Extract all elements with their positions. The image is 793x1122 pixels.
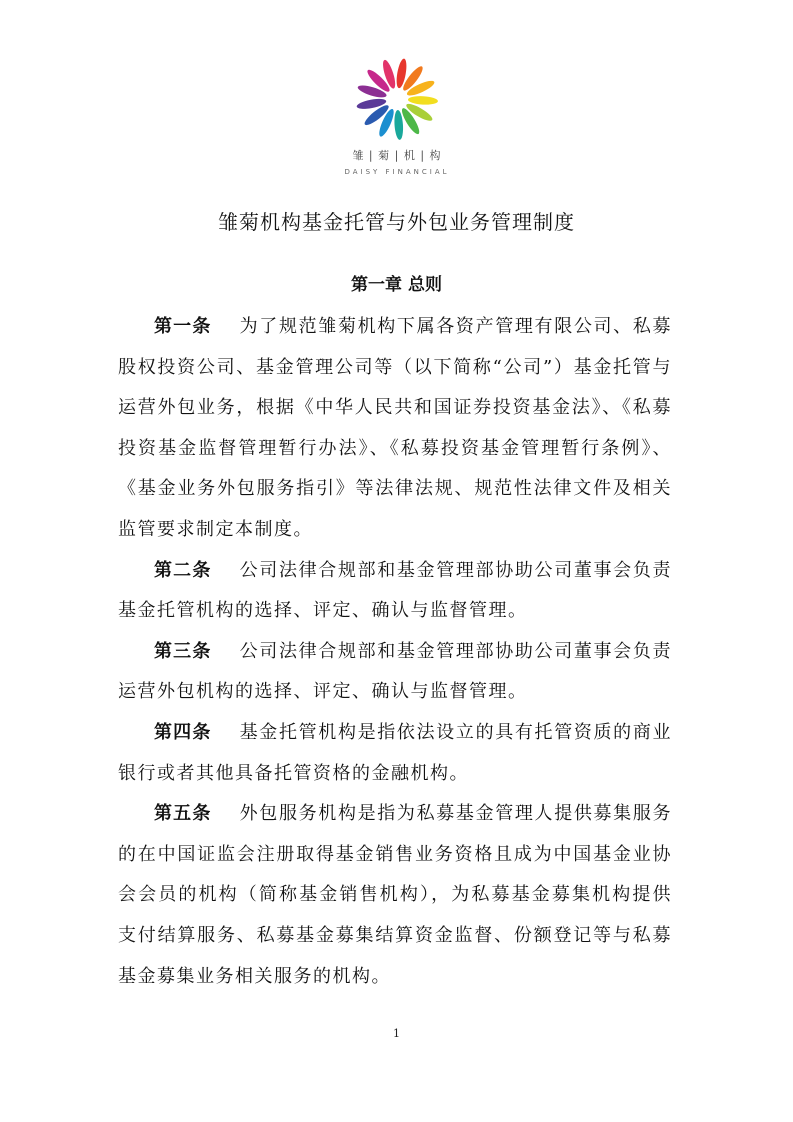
page-number: 1 <box>393 1027 400 1040</box>
article <box>118 551 672 632</box>
article <box>118 794 672 997</box>
article-text: 基金托管机构是指依法设立的具有托管资质的商业银行或者其他具备托管资格的金融机构。 <box>118 721 673 784</box>
logo-petal <box>394 110 404 140</box>
article <box>118 307 672 551</box>
document-body <box>118 307 672 997</box>
logo-name-en: DAISY FINANCIAL <box>344 168 450 176</box>
logo-name-cn: 雏 | 菊 | 机 | 构 <box>352 149 442 162</box>
article-text: 为了规范雏菊机构下属各资产管理有限公司、私募股权投资公司、基金管理公司等（以下简称“公司”）基金托管与运营外包业务，根据《中华人民共和国证券投资基金法》、《私募投资基金监督管理暂行办法》、《私募投资基金管理暂行条例》、《基金业务外包服务指引》等法律法规、规范性法律文件及相关监管要求制定本制度。 <box>118 316 673 540</box>
article <box>118 632 672 713</box>
article-text: 公司法律合规部和基金管理部协助公司董事会负责运营外包机构的选择、评定、确认与监督管理。 <box>118 640 673 703</box>
article <box>118 713 672 794</box>
article-text: 外包服务机构是指为私募基金管理人提供募集服务的在中国证监会注册取得基金销售业务资格且成为中国基金业协会会员的机构（简称基金销售机构），为私募基金募集机构提供支付结算服务、私募基金募集结算资金监督、份额登记等与私募基金募集业务相关服务的机构。 <box>118 803 673 987</box>
daisy-flower-icon <box>352 54 442 144</box>
article-number: 第五条 <box>154 803 212 825</box>
logo-petal <box>408 95 438 105</box>
document-title: 雏菊机构基金托管与外包业务管理制度 <box>218 210 575 234</box>
article-number: 第二条 <box>154 559 212 581</box>
article-number: 第三条 <box>154 640 212 662</box>
article-text: 公司法律合规部和基金管理部协助公司董事会负责基金托管机构的选择、评定、确认与监督管理。 <box>118 559 673 622</box>
article-number: 第一条 <box>154 316 212 337</box>
chapter-heading: 第一章 总则 <box>351 275 442 295</box>
article-number: 第四条 <box>154 721 212 743</box>
daisy-logo <box>334 54 460 189</box>
